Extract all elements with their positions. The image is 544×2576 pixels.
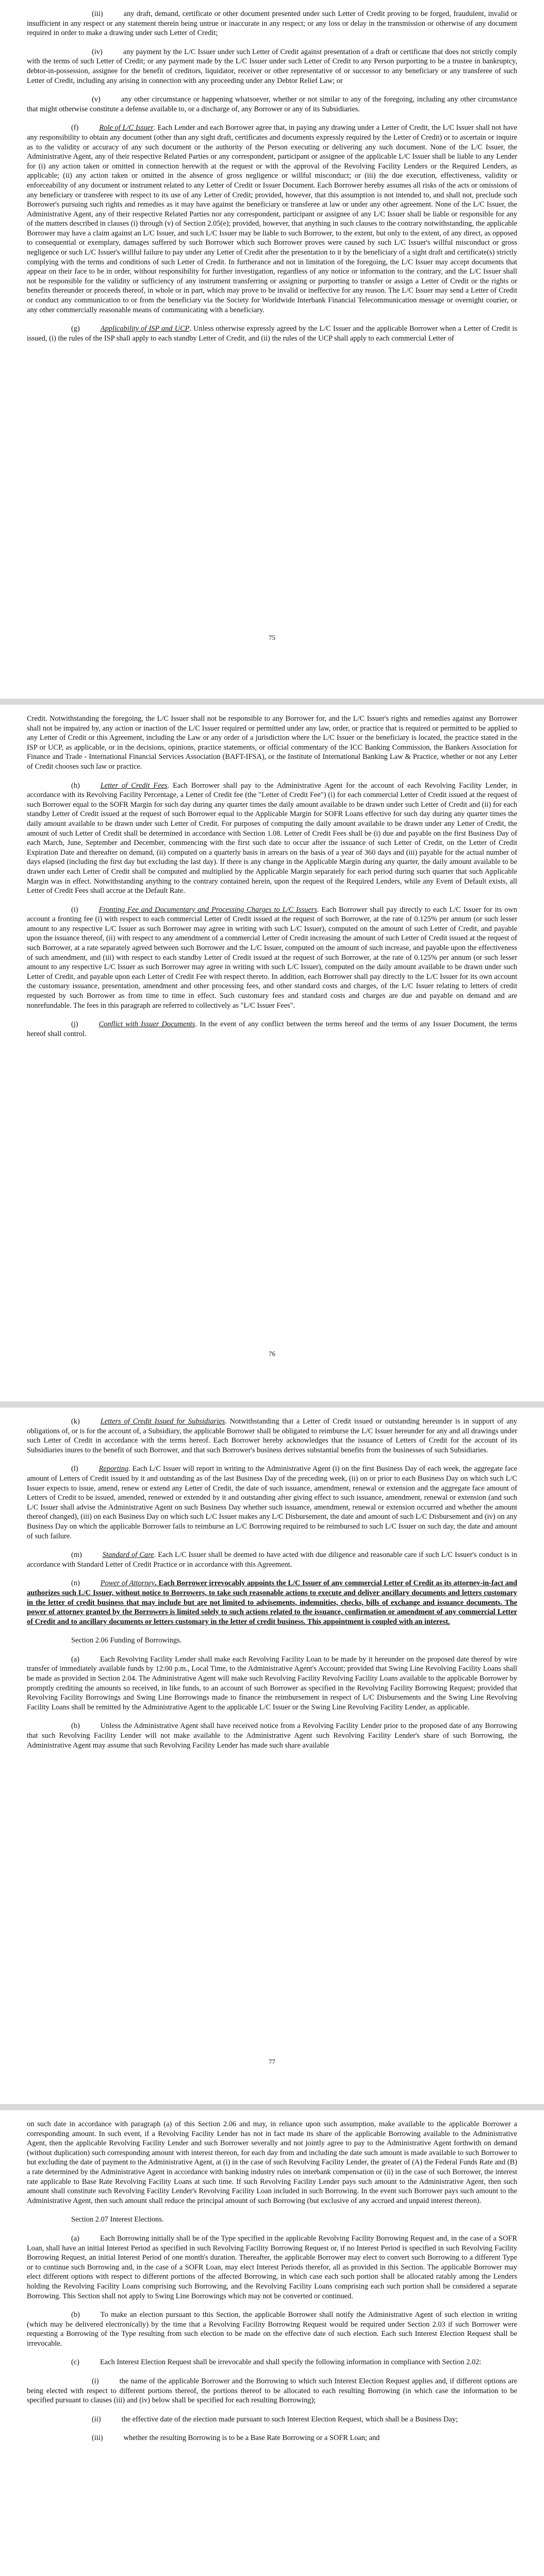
paragraph-label: (iv): [92, 47, 103, 56]
paragraph-title: Applicability of ISP and UCP: [100, 325, 190, 333]
paragraph-2-07-c: [27, 2358, 517, 2367]
paragraph-text: Unless the Administrative Agent shall have received notice from a Revolving Facility Lender prior to the proposed date of any Borrowing that such Revolving Facility Lender will not make available to the Administrative Agent such Revolving Facility Lender's share of such Borrowing, the Administrative Agent may assume that such Revolving Facility Lender has made such share available: [27, 1722, 517, 1750]
paragraph-2-06-b: [27, 1721, 517, 1750]
page-body: [27, 1417, 517, 1750]
paragraph-f: [27, 123, 517, 315]
section-heading-2-07: Section 2.07 Interest Elections.: [71, 2215, 164, 2224]
paragraph-2-07-c-i: [27, 2377, 517, 2405]
page-number: 77: [269, 2058, 275, 2065]
paragraph-text: . Each L/C Issuer shall be deemed to have acted with due diligence and reasonable care if such L/C Issuer's conduct is in accordance with Standard Letter of Credit Practice or in accordance with this Agreement.: [27, 1551, 517, 1569]
paragraph-text: Each Borrowing initially shall be of the Type specified in the applicable Revolving Facility Borrowing Request and, in the case of a SOFR Loan, shall have an initial Interest Period as specified in such Revolving Facility Borrowing Request or, if no Interest Period is specified in such Revolving Facility Borrowing Request, an initial Interest Period of one month's duration. Thereafter, the applicable Borrower may elect to convert such Borrowing to a different Type or to continue such Borrowing and, in the case of a SOFR Loan, may elect Interest Periods therefor, all as provided in this Section. The applicable Borrower may elect different options with respect to different portions of the affected Borrowing, in which case each such portion shall be allocated ratably among the Lenders holding the Revolving Facility Loans comprising such Borrowing, and the Revolving Facility Loans comprising each such portion shall be considered a separate Borrowing. This Section shall not apply to Swing Line Borrowings which may not be converted or continued.: [27, 2234, 517, 2300]
paragraph-title: Standard of Care: [102, 1551, 154, 1560]
paragraph-l: [27, 1464, 517, 1541]
paragraph-label: (ii): [92, 2415, 101, 2424]
paragraph-continuation: Credit. Notwithstanding the foregoing, the L/C Issuer shall not be responsible to any Borrower for, and the L/C Issuer's rights and remedies against any Borrower shall not be impaired by, any action or inaction of the L/C Issuer required or permitted under any law, order, or practice that is required or permitted to be applied to any Letter of Credit or this Agreement, including the Law or any order of a jurisdiction where the L/C Issuer or the beneficiary is located, the practice stated in the ISP or UCP, as applicable, or in the decisions, opinions, practice statements, or official commentary of the ICC Banking Commission, the Bankers Association for Finance and Trade - International Financial Services Association (BAFT-IFSA), or the Institute of International Banking Law & Practice, whether or not any Letter of Credit chooses such law or practice.: [27, 715, 517, 771]
paragraph-continuation: on such date in accordance with paragraph (a) of this Section 2.06 and may, in reliance upon such assumption, make available to the applicable Borrower a corresponding amount. In such event, if a Revolving Facility Lender has not in fact made its share of the applicable Borrowing available to the Administrative Agent, then the applicable Revolving Facility Lender and such Borrower severally and not jointly agree to pay to the Administrative Agent forthwith on demand (without duplication) such corresponding amount with interest thereon, for each day from and including the date such amount is made available to such Borrower to but excluding the date of payment to the Administrative Agent, at (i) in the case of such Revolving Facility Lender, the greater of (A) the Federal Funds Rate and (B) a rate determined by the Administrative Agent in accordance with banking industry rules on interbank compensation or (ii) in the case of such Borrower, the interest rate applicable to Base Rate Revolving Facility Loans at such time. If such Revolving Facility Lender pays such amount to the Administrative Agent, then such amount shall constitute such Revolving Facility Lender's Revolving Facility Loan included in such Borrowing. In the event such Borrower pays such amount to the Administrative Agent, then such amount shall reduce the principal amount of such Borrowing (but exclusive of any accrued and unpaid interest thereon).: [27, 2120, 517, 2205]
paragraph-m: [27, 1550, 517, 1569]
paragraph-text: the name of the applicable Borrower and the Borrowing to which such Interest Election Request applies and, if different options are being elected with respect to different portions thereof, the portions thereof to be allocated to each resulting Borrowing (in which case the information to be specified pursuant to clauses (iii) and (iv) below shall be specified for each resulting Borrowing);: [27, 2377, 517, 2405]
paragraph-label: (a): [71, 1655, 79, 1664]
section-heading-2-06: Section 2.06 Funding of Borrowings.: [71, 1636, 182, 1645]
paragraph-label: (a): [71, 2234, 79, 2243]
paragraph-e-iii: [27, 9, 517, 38]
paragraph-label: (k): [71, 1417, 80, 1426]
paragraph-label: (b): [71, 1722, 80, 1731]
paragraph-text: . Each Borrower shall pay directly to each L/C Issuer for its own account a fronting fee (i) with respect to each commercial Letter of Credit issued at the request of such Borrower, at the rate of 0.125% per annum (or such lesser amount to any respective L/C Issuer as such Borrower may agree in writing with such L/C Issuer), computed on the amount of such Letter of Credit, and payable upon the issuance thereof, (ii) with respect to any amendment of a commercial Letter of Credit increasing the amount of such Letter of Credit issued at the request of such Borrower, at a rate separately agreed between such Borrower and the L/C Issuer, computed on the amount of such increase, and payable upon the effectiveness of such amendment, and (iii) with respect to each standby Letter of Credit issued at the request of such Borrower, at the rate of 0.125% per annum (or such lesser amount to any respective L/C Issuer as such Borrower may agree in writing with such L/C Issuer), computed on the daily amount available to be drawn under such Letter of Credit, and payable upon each Letter of Credit Fee with respect thereto. In addition, each Borrower shall pay directly to the L/C Issuer for its own account the customary issuance, presentation, amendment and other processing fees, and other standard costs and charges, of the L/C Issuer relating to letters of credit requested by such Borrower as from time to time in effect. Such customary fees and standard costs and charges are due and payable on demand and are nonrefundable. The fees in this paragraph are referred to collectively as "L/C Issuer Fees".: [27, 905, 517, 1010]
paragraph-text: To make an election pursuant to this Section, the applicable Borrower shall notify the Administrative Agent of such election in writing (which may be delivered electronically) by the time that a Revolving Facility Borrowing Request would be required under Section 2.03 if such Borrower were requesting a Borrowing of the Type resulting from such election to be made on the effective date of such election. Each such Interest Election Request shall be irrevocable.: [27, 2311, 517, 2348]
paragraph-text: . Unless otherwise expressly agreed by the L/C Issuer and the applicable Borrower when a Letter of Credit is issued, (i) the rules of the ISP shall apply to each standby Letter of Credit, and (ii) the rules of the UCP shall apply to each commercial Letter of: [27, 325, 517, 343]
document-page-76: [0, 705, 544, 1401]
paragraph-text: . Each Borrower irrevocably appoints the L/C Issuer of any commercial Letter of Credit as its attorney-in-fact and authorizes such L/C Issuer, without notice to Borrowers, to take such reasonable actions to execute and deliver ancillary documents and letters customary in the letter of credit business that may include but are not limited to advisements, indemnities, checks, bills of exchange and issuance documents. The power of attorney granted by the Borrowers is limited solely to such actions related to the issuance, confirmation or amendment of any commercial Letter of Credit and to ancillary documents or letters customary in the letter of credit business. This appointment is coupled with an interest.: [27, 1579, 517, 1626]
paragraph-label: (v): [92, 95, 101, 104]
paragraph-title: Letter of Credit Fees: [100, 781, 168, 790]
paragraph-label: (c): [71, 2358, 79, 2367]
document-page-77: [0, 1408, 544, 2104]
paragraph-title: Conflict with Issuer Documents: [98, 1020, 195, 1029]
page-number: 75: [269, 634, 275, 641]
paragraph-label: (b): [71, 2311, 80, 2319]
paragraph-j: [27, 1020, 517, 1039]
paragraph-text: . Each Borrower shall pay to the Administrative Agent for the account of each Revolving Facility Lender, in accordance with its Revolving Facility Percentage, a Letter of Credit fee (the "Letter of Credit Fee") (i) for each commercial Letter of Credit issued at the request of such Borrower equal to the SOFR Margin for such day during any quarter times the daily amount available to be drawn under such Letter of Credit and (ii) for each standby Letter of Credit issued at the request of such Borrower equal to the Applicable Margin for SOFR Loans effective for such day during any quarter times the daily amount available to be drawn under such Letter of Credit. For purposes of computing the daily amount available to be drawn under any Letter of Credit, the amount of such Letter of Credit shall be determined in accordance with Section 1.08. Letter of Credit Fees shall be (i) due and payable on the first Business Day of each March, June, September and December, commencing with the first such date to occur after the issuance of such Letter of Credit, on the Letter of Credit Expiration Date and thereafter on demand, (ii) computed on a quarterly basis in arrears on the basis of a year of 360 days and (iii) payable for the actual number of days elapsed (including the first day but excluding the last day). If there is any change in the Applicable Margin during any quarter, the daily amount available to be drawn under each Letter of Credit shall be computed and multiplied by the Applicable Margin separately for each period during such quarter that such Applicable Margin was in effect. Notwithstanding anything to the contrary contained herein, upon the request of the Required Lenders, while any Event of Default exists, all Letter of Credit Fees shall accrue at the Default Rate.: [27, 781, 517, 895]
paragraph-label: (f): [71, 124, 79, 132]
paragraph-h: [27, 781, 517, 896]
document-page-75: [0, 0, 544, 699]
paragraph-k: [27, 1417, 517, 1455]
page-body: [27, 714, 517, 1039]
paragraph-label: (iii): [92, 2434, 103, 2443]
paragraph-text: . Each Lender and each Borrower agree that, in paying any drawing under a Letter of Credit, the L/C Issuer shall not have any responsibility to obtain any document (other than any sight draft, certificates and documents expressly required by the Letter of Credit) or to ascertain or inquire as to the validity or accuracy of any such document or the authority of the Person executing or delivering any such document. None of the L/C Issuer, the Administrative Agent, any of their respective Related Parties or any correspondent, participant or assignee of the applicable L/C Issuer shall be liable to any Lender for (i) any action taken or omitted in connection herewith at the request or with the approval of the Revolving Facility Lenders or the Required Lenders, as applicable; (ii) any action taken or omitted in the absence of gross negligence or willful misconduct; or (iii) the due execution, effectiveness, validity or enforceability of any document or instrument related to any Letter of Credit or Issuer Document. Each Borrower hereby assumes all risks of the acts or omissions of any beneficiary or transferee with respect to its use of any Letter of Credit; provided, however, that this assumption is not intended to, and shall not, preclude such Borrower's pursuing such rights and remedies as it may have against the beneficiary or transferee at law or under any other agreement. None of the L/C Issuer, the Administrative Agent, any of their respective Related Parties nor any correspondent, participant or assignee of any L/C Issuer shall be liable or responsible for any of the matters described in clauses (i) through (v) of Section 2.05(e); provided, however, that anything in such clauses to the contrary notwithstanding, the applicable Borrower may have a claim against an L/C Issuer, and such L/C Issuer may be liable to such Borrower, to the extent, but only to the extent, of any direct, as opposed to consequential or exemplary, damages suffered by such Borrower which such Borrower proves were caused by such L/C Issuer's willful misconduct or gross negligence or such L/C Issuer's willful failure to pay under any Letter of Credit after the presentation to it by the beneficiary of a sight draft and certificate(s) strictly complying with the terms and conditions of such Letter of Credit. In furtherance and not in limitation of the foregoing, the L/C Issuer may accept documents that appear on their face to be in order, without responsibility for further investigation, regardless of any notice or information to the contrary, and the L/C Issuer shall not be responsible for the validity or sufficiency of any instrument transferring or assigning or purporting to transfer or assign a Letter of Credit or the rights or benefits thereunder or proceeds thereof, in whole or in part, which may prove to be invalid or ineffective for any reason. The L/C Issuer may send a Letter of Credit or conduct any communication to or from the beneficiary via the Society for Worldwide Interbank Financial Telecommunication message or overnight courier, or any other commercially reasonable means of communicating with a beneficiary.: [27, 124, 517, 314]
paragraph-2-07-c-ii: [27, 2415, 517, 2425]
paragraph-2-07-b: [27, 2310, 517, 2348]
page-number: 76: [269, 1350, 275, 1358]
paragraph-2-07-c-iii: [27, 2433, 517, 2443]
paragraph-title: Role of L/C Issuer: [99, 124, 154, 132]
paragraph-label: (g): [71, 325, 80, 333]
paragraph-text: Each Interest Election Request shall be irrevocable and shall specify the following information in compliance with Section 2.02:: [100, 2358, 482, 2367]
paragraph-2-07-a: [27, 2234, 517, 2301]
page-body: [27, 9, 517, 343]
paragraph-label: (i): [92, 2377, 99, 2386]
paragraph-text: any draft, demand, certificate or other document presented under such Letter of Credit proving to be forged, fraudulent, invalid or insufficient in any respect or any statement therein being untrue or inaccurate in any respect; or any loss or delay in the transmission or otherwise of any document required in order to make a drawing under such Letter of Credit;: [27, 10, 517, 38]
paragraph-label: (j): [71, 1020, 78, 1029]
paragraph-label: (i): [71, 905, 78, 914]
paragraph-title: Power of Attorney: [100, 1579, 155, 1588]
paragraph-label: (m): [71, 1551, 82, 1560]
paragraph-text: Each Revolving Facility Lender shall make each Revolving Facility Loan to be made by it hereunder on the proposed date thereof by wire transfer of immediately available funds by 12:00 p.m., Local Time, to the Administrative Agent's Account; provided that Swing Line Revolving Facility Loans shall be made as provided in Section 2.04. The Administrative Agent will make such Revolving Facility Revolving Facility Loans available to the applicable Borrower by promptly crediting the amounts so received, in like funds, to an account of such Borrower as specified in the Revolving Facility Borrowing Request; provided that Revolving Facility Borrowings and Swing Line Borrowings made to finance the reimbursement in respect of L/C Disbursements and the Swing Line Revolving Facility Loans shall be remitted by the Administrative Agent to the applicable L/C Issuer or the Swing Line Revolving Facility Lender, as applicable.: [27, 1655, 517, 1711]
paragraph-i: [27, 905, 517, 1011]
paragraph-2-06-a: [27, 1655, 517, 1713]
paragraph-label: (l): [71, 1465, 78, 1473]
paragraph-text: . In the event of any conflict between the terms hereof and the terms of any Issuer Document, the terms hereof shall control.: [27, 1020, 517, 1038]
paragraph-n: [27, 1579, 517, 1626]
page-body: [27, 2120, 517, 2443]
paragraph-text: whether the resulting Borrowing is to be a Base Rate Borrowing or a SOFR Loan; and: [123, 2434, 380, 2443]
paragraph-g: [27, 324, 517, 343]
paragraph-text: . Notwithstanding that a Letter of Credit issued or outstanding hereunder is in support of any obligations of, or is for the account of, a Subsidiary, the applicable Borrower shall be obligated to reimburse the L/C Issuer hereunder for any and all drawings under such Letter of Credit in accordance with the terms hereof. Each Borrower hereby acknowledges that the issuance of Letters of Credit for the account of its Subsidiaries inures to the benefit of such Borrower, and that such Borrower's business derives substantial benefits from the businesses of such Subsidiaries.: [27, 1417, 517, 1454]
paragraph-label: (h): [71, 781, 80, 790]
paragraph-text: any other circumstance or happening whatsoever, whether or not similar to any of the foregoing, including any other circumstance that might otherwise constitute a defense available to, or a discharge of, any Borrower or any of its Subsidiaries.: [27, 95, 517, 113]
paragraph-title: Fronting Fee and Documentary and Processing Charges to L/C Issuers: [98, 905, 317, 914]
paragraph-text: . Each L/C Issuer will report in writing to the Administrative Agent (i) on the first Business Day of each week, the aggregate face amount of Letters of Credit issued by it and outstanding as of the last Business Day of the preceding week, (ii) on or prior to each Business Day on which such L/C Issuer expects to issue, amend, renew or extend any Letter of Credit, the date of such issuance, amendment, renewal or extension and the aggregate face amount of Letters of Credit to be issued, amended, renewed or extended by it and outstanding after giving effect to such issuance, amendment, renewal or extension (and such L/C Issuer shall advise the Administrative Agent on such Business Day whether such issuance, amendment, renewal or extension occurred and whether the amount thereof changed), (iii) on each Business Day on which such L/C Issuer makes any L/C Disbursement, the date and amount of such L/C Disbursement and (iv) on any Business Day on which the applicable Borrower fails to reimburse an L/C Borrowing required to be reimbursed to such L/C Issuer on such day, the date and amount of such failure.: [27, 1465, 517, 1540]
document-page-78: [0, 2110, 544, 2576]
paragraph-e-v: [27, 95, 517, 114]
paragraph-title: Reporting: [98, 1465, 129, 1473]
paragraph-label: (iii): [92, 10, 103, 18]
paragraph-text: the effective date of the election made pursuant to such Interest Election Request, which shall be a Business Day;: [121, 2415, 458, 2424]
paragraph-label: (n): [71, 1579, 80, 1588]
paragraph-e-iv: [27, 47, 517, 86]
paragraph-text: any payment by the L/C Issuer under such Letter of Credit against presentation of a draft or certificate that does not strictly comply with the terms of such Letter of Credit; or any payment made by the L/C Issuer under such Letter of Credit to any Person purporting to be a trustee in bankruptcy, debtor-in-possession, assignee for the benefit of creditors, liquidator, receiver or other representative of or successor to any beneficiary or any transferee of such Letter of Credit, including any arising in connection with any proceeding under any Debtor Relief Law; or: [27, 47, 517, 85]
paragraph-title: Letters of Credit Issued for Subsidiaries: [100, 1417, 225, 1426]
